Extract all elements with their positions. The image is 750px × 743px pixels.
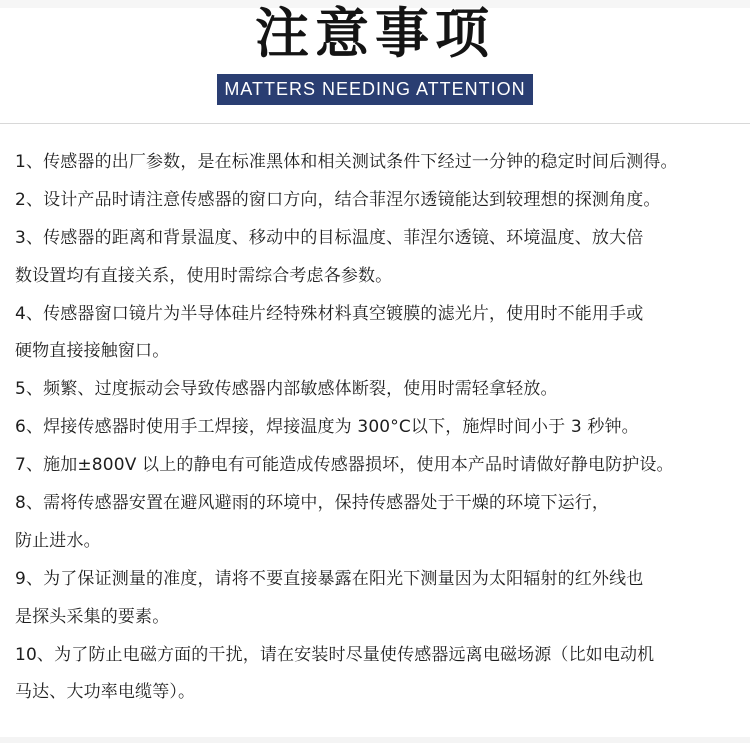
note-line: 数设置均有直接关系，使用时需综合考虑各参数。 bbox=[15, 265, 393, 286]
note-line: 9、为了保证测量的准度，请将不要直接暴露在阳光下测量因为太阳辐射的红外线也 bbox=[15, 568, 644, 589]
note-line: 10、为了防止电磁方面的干扰，请在安装时尽量使传感器远离电磁场源（比如电动机 bbox=[15, 644, 655, 665]
note-line: 8、需将传感器安置在避风避雨的环境中，保持传感器处于干燥的环境下运行， bbox=[15, 493, 610, 514]
page-title: 注意事项 bbox=[255, 2, 495, 65]
note-line: 7、施加±800V 以上的静电有可能造成传感器损坏，使用本产品时请做好静电防护设。 bbox=[15, 455, 674, 476]
note-line: 4、传感器窗口镜片为半导体硅片经特殊材料真空镀膜的滤光片，使用时不能用手或 bbox=[15, 303, 644, 324]
note-line: 马达、大功率电缆等）。 bbox=[15, 682, 196, 703]
note-line: 5、频繁、过度振动会导致传感器内部敏感体断裂，使用时需轻拿轻放。 bbox=[15, 379, 558, 400]
note-line: 是探头采集的要素。 bbox=[15, 606, 170, 627]
note-line: 1、传感器的出厂参数，是在标准黑体和相关测试条件下经过一分钟的稳定时间后测得。 bbox=[15, 152, 678, 172]
note-line: 硬物直接接触窗口。 bbox=[15, 341, 170, 362]
subtitle-banner: MATTERS NEEDING ATTENTION bbox=[217, 74, 533, 105]
note-line: 2、设计产品时请注意传感器的窗口方向，结合菲涅尔透镜能达到较理想的探测角度。 bbox=[15, 189, 661, 210]
notes-list bbox=[15, 144, 737, 712]
bottom-border bbox=[0, 737, 750, 743]
divider-line bbox=[0, 123, 750, 124]
note-line: 防止进水。 bbox=[15, 530, 101, 551]
note-line: 6、焊接传感器时使用手工焊接，焊接温度为 300°C以下，施焊时间小于 3 秒钟。 bbox=[15, 417, 639, 438]
note-line: 3、传感器的距离和背景温度、移动中的目标温度、菲涅尔透镜、环境温度、放大倍 bbox=[15, 227, 644, 248]
